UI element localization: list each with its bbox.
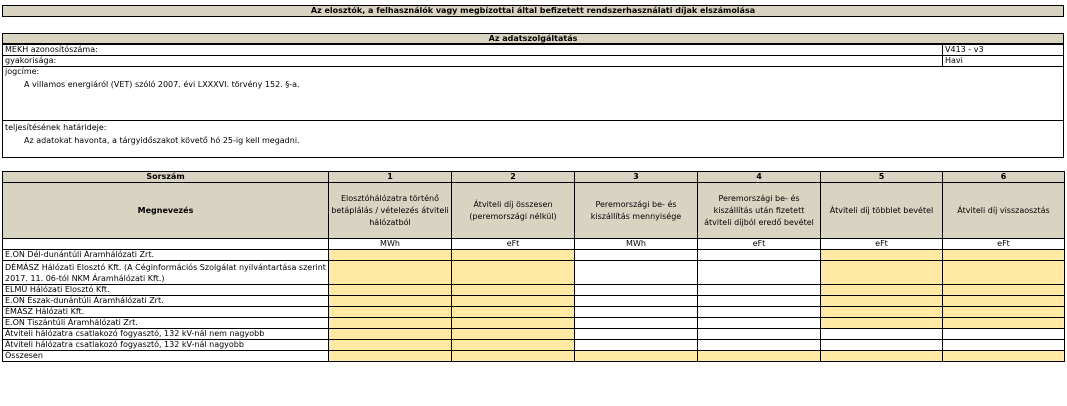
data-cell[interactable] xyxy=(821,250,943,261)
data-cell[interactable] xyxy=(943,340,1065,351)
data-cell[interactable] xyxy=(452,261,575,285)
table-row xyxy=(3,285,1065,296)
data-cell[interactable] xyxy=(698,329,821,340)
col-unit: eFt xyxy=(698,239,821,250)
data-cell[interactable] xyxy=(575,261,698,285)
data-cell[interactable] xyxy=(452,296,575,307)
data-cell[interactable] xyxy=(698,296,821,307)
jogcime-text: A villamos energiáról (VET) szóló 2007. évi LXXXVI. törvény 152. §-a. xyxy=(24,80,300,89)
data-cell[interactable] xyxy=(821,318,943,329)
col-unit: MWh xyxy=(329,239,452,250)
col-num: 5 xyxy=(821,172,943,183)
col-desc: Peremországi be- és kiszállítás után fizetett átviteli díjból eredő bevétel xyxy=(698,183,821,239)
data-cell[interactable] xyxy=(452,307,575,318)
unit-blank xyxy=(3,239,329,250)
unit-row xyxy=(3,239,1065,250)
data-cell[interactable] xyxy=(698,307,821,318)
column-description-row xyxy=(3,183,1065,239)
row-label: ELMŰ Hálózati Elosztó Kft. xyxy=(3,285,329,296)
data-cell[interactable] xyxy=(329,351,452,362)
meta-row-gyakorisag xyxy=(3,56,1064,67)
jogcime-block xyxy=(2,66,1064,121)
data-cell[interactable] xyxy=(575,318,698,329)
row-label: ÉMÁSZ Hálózati Kft. xyxy=(3,307,329,318)
data-cell[interactable] xyxy=(452,250,575,261)
table-row xyxy=(3,307,1065,318)
data-cell[interactable] xyxy=(943,296,1065,307)
col-num: 6 xyxy=(943,172,1065,183)
col-unit: eFt xyxy=(821,239,943,250)
data-cell[interactable] xyxy=(329,329,452,340)
main-table xyxy=(2,171,1065,362)
data-cell[interactable] xyxy=(943,261,1065,285)
data-cell[interactable] xyxy=(821,296,943,307)
col-desc: Átviteli díj visszaosztás xyxy=(943,183,1065,239)
meta-label: gyakorisága: xyxy=(3,56,943,67)
row-label: DÉMÁSZ Hálózati Elosztó Kft. (A Céginformációs Szolgálat nyilvántartása szerint 2017. 11. 06-tól NKM Áramhálózati Kft.) xyxy=(3,261,329,285)
data-cell[interactable] xyxy=(452,285,575,296)
table-row xyxy=(3,296,1065,307)
meta-row-azonosito xyxy=(3,45,1064,56)
data-cell[interactable] xyxy=(943,250,1065,261)
table-row xyxy=(3,318,1065,329)
data-cell[interactable] xyxy=(821,261,943,285)
megnevezes-header: Megnevezés xyxy=(3,183,329,239)
data-cell[interactable] xyxy=(329,261,452,285)
data-cell[interactable] xyxy=(821,307,943,318)
data-cell[interactable] xyxy=(329,307,452,318)
meta-value: V413 - v3 xyxy=(943,45,1064,56)
row-label: Átviteli hálózatra csatlakozó fogyasztó, 132 kV-nál nem nagyobb xyxy=(3,329,329,340)
col-num: 3 xyxy=(575,172,698,183)
data-cell[interactable] xyxy=(698,340,821,351)
data-cell[interactable] xyxy=(698,250,821,261)
row-label: Összesen xyxy=(3,351,329,362)
col-unit: eFt xyxy=(943,239,1065,250)
data-cell[interactable] xyxy=(329,340,452,351)
meta-label: MEKH azonosítószáma: xyxy=(3,45,943,56)
col-desc: Elosztóhálózatra történő betáplálás / vételezés átviteli hálózatból xyxy=(329,183,452,239)
hatarido-block xyxy=(2,120,1064,158)
col-num: 4 xyxy=(698,172,821,183)
data-cell[interactable] xyxy=(821,351,943,362)
col-unit: eFt xyxy=(452,239,575,250)
data-cell[interactable] xyxy=(943,307,1065,318)
col-desc: Átviteli díj többlet bevétel xyxy=(821,183,943,239)
table-row xyxy=(3,261,1065,285)
table-row xyxy=(3,329,1065,340)
data-cell[interactable] xyxy=(698,261,821,285)
data-cell[interactable] xyxy=(943,285,1065,296)
data-cell[interactable] xyxy=(698,351,821,362)
col-num: 1 xyxy=(329,172,452,183)
data-cell[interactable] xyxy=(452,340,575,351)
data-cell[interactable] xyxy=(698,318,821,329)
total-row xyxy=(3,351,1065,362)
data-cell[interactable] xyxy=(943,318,1065,329)
hatarido-text: Az adatokat havonta, a tárgyidőszakot követő hó 25-ig kell megadni. xyxy=(24,136,300,145)
data-cell[interactable] xyxy=(575,340,698,351)
jogcime-label: jogcíme: xyxy=(5,67,40,76)
data-cell[interactable] xyxy=(329,285,452,296)
data-cell[interactable] xyxy=(452,329,575,340)
data-cell[interactable] xyxy=(821,285,943,296)
column-number-row xyxy=(3,172,1065,183)
section-header-adatszolgaltatas: Az adatszolgáltatás xyxy=(2,33,1064,44)
data-cell[interactable] xyxy=(821,329,943,340)
row-label: Átviteli hálózatra csatlakozó fogyasztó, 132 kV-nál nagyobb xyxy=(3,340,329,351)
data-cell[interactable] xyxy=(452,351,575,362)
sorszam-header: Sorszám xyxy=(3,172,329,183)
col-desc: Peremországi be- és kiszállítás mennyisége xyxy=(575,183,698,239)
data-cell[interactable] xyxy=(575,250,698,261)
data-cell[interactable] xyxy=(575,285,698,296)
data-cell[interactable] xyxy=(575,351,698,362)
data-cell[interactable] xyxy=(575,296,698,307)
row-label: E.ON Észak-dunántúli Áramhálózati Zrt. xyxy=(3,296,329,307)
data-cell[interactable] xyxy=(575,307,698,318)
data-cell[interactable] xyxy=(452,318,575,329)
meta-value: Havi xyxy=(943,56,1064,67)
data-cell[interactable] xyxy=(821,340,943,351)
col-unit: MWh xyxy=(575,239,698,250)
table-row xyxy=(3,250,1065,261)
col-num: 2 xyxy=(452,172,575,183)
data-cell[interactable] xyxy=(329,296,452,307)
col-desc: Átviteli díj összesen (peremországi nélkül) xyxy=(452,183,575,239)
data-cell[interactable] xyxy=(575,329,698,340)
data-cell[interactable] xyxy=(943,351,1065,362)
data-cell[interactable] xyxy=(943,329,1065,340)
meta-table xyxy=(2,44,1064,67)
row-label: E.ON Tiszántúli Áramhálózati Zrt. xyxy=(3,318,329,329)
table-row xyxy=(3,340,1065,351)
data-cell[interactable] xyxy=(329,318,452,329)
page-title: Az elosztók, a felhasználók vagy megbízottai által befizetett rendszerhasználati díjak elszámolása xyxy=(2,5,1064,17)
hatarido-label: teljesítésének határideje: xyxy=(5,123,107,132)
data-cell[interactable] xyxy=(698,285,821,296)
row-label: E.ON Dél-dunántúli Áramhálózati Zrt. xyxy=(3,250,329,261)
data-cell[interactable] xyxy=(329,250,452,261)
